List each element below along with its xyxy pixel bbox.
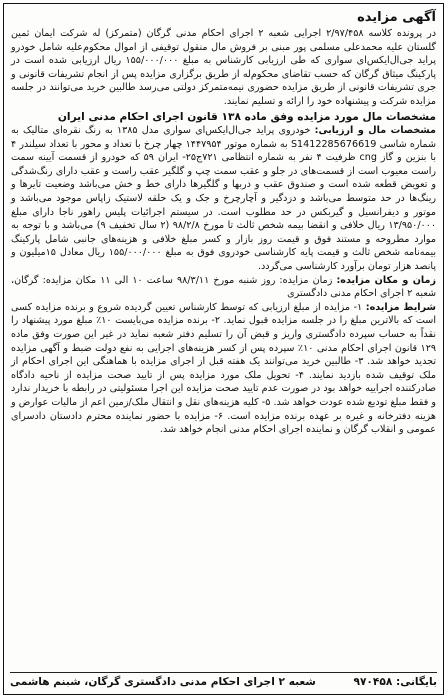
terms-paragraph <box>11 301 436 437</box>
terms-label: شرایط مزایده: <box>365 301 436 313</box>
notice-page <box>3 3 444 695</box>
time-body: زمان مزایده: روز شنبه مورخ ۹۸/۳/۱۱ ساعت ۱۰ الی ۱۱ مکان مزایده: گرگان، شعبه ۲ اجرای احکام مدنی دادگستری <box>11 274 436 300</box>
time-paragraph <box>11 274 436 301</box>
time-label: زمان و مکان مزایده: <box>336 274 436 286</box>
terms-body: ۱- مزایده از مبلغ ارزیابی که توسط کارشناس تعیین گردیده شروع و برنده مزایده کسی است که بالاترین مبلغ را در جلسه مزایده قبول نماید. ۲- برنده مزایده می‌بایست ۱۰٪ مبلغ مورد پیشنهاد را نقداً به حساب سپرده دادگستری واریز و قبض آن را تسلیم دفتر شعبه نماید در غیر این صورت وفق ماده ۱۲۹ قانون اجرای احکام مدنی ۱۰٪ سپرده پس از کسر هزینه‌های اجرایی به نفع دولت ضبط و آگهی مزایده تجدید خواهد شد. ۳- طالبین خرید می‌توانند یک هفته قبل از اجرای مزایده با هماهنگی این اجرای احکام از ملک توقیف شده بازدید نمایند. ۴- تحویل ملک مورد مزایده پس از تایید صحت مزایده از ناحیه دادگاه صادرکننده اجراییه خواهد بود در صورت عدم تایید صحت مزایده این اجرا مسئولیتی در رابطه با خریدار ندارد و فقط مبلغ تودیع شده عودت خواهد شد. ۵- کلیه هزینه‌های نقل و انتقال ملک/زمین اعم از مالیات عوارض و هزینه دفترخانه و غیره بر عهده برنده مزایده است. ۶- مزایده با حضور نماینده محترم دادستان دادسرای عمومی و انقلاب گرگان و نماینده اجرای احکام مدنی انجام خواهد شد. <box>11 301 437 436</box>
notice-title: آگهی مزایده <box>357 10 436 25</box>
specs-label: مشخصات مال و ارزیابی: <box>314 125 436 137</box>
notice-footer <box>10 669 437 690</box>
footer-divider <box>10 672 437 673</box>
specs-body: خودروی پراید جی‌ال‌ایکس‌ای سواری مدل ۱۳۸۵ به رنگ نقره‌ای متالیک به شماره شاسی S1412285676619 به شماره موتور ۱۴۴۷۹۵۴ چهار چرخ با تعداد و محور با تعداد سیلندر ۴ با بنزین و گاز cng ظرفیت ۴ نفر به شماره انتظامی ۷۲۱ج۲۵- ایران ۵۹ که خودرو از قسمت آیینه سمت راست معیوب است از قسمت‌های در جلو و عقب سمت چپ و گلگیر عقب راست و عقب دارای رنگ‌شدگی و تعویض قطعه شده است و صندوق عقب و دربها و گلگیرها دارای خط و خش می‌باشد وضعیت تایرها و رینگ‌ها در حد متوسط می‌باشد و دزدگیر و آچارچرخ و جک و یک حلقه لاستیک زاپاس موجود می‌باشد و موتور و دیفرانسیل و گیربکس در حد مطلوب است. در سیستم اجرائیات پلیس راهور ناجا دارای مبلغ ۱۳/۹۵۰/۰۰۰ ریال خلافی و انقضا بیمه شخص ثالث تا مورخ ۹۸/۲/۸ (۲ سال تخفیف ۹) می‌باشد و با توجه به موارد مطروحه و مستند فوق و قیمت روز بازار و کسر مبلغ خلافی و هزینه‌های جانبی شامل پارکینگ بیمه‌نامه شخص ثالث و قیمت پایه کارشناسی خودروی فوق به مبلغ ۱۵۵/۰۰۰/۰۰۰ ریال معادل ۱۵میلیون و پانصد هزار تومان برآورد کارشناسی می‌گردد. <box>11 125 437 272</box>
specs-heading: مشخصات مال مورد مزایده وفق ماده ۱۳۸ قانون اجرای احکام مدنی ایران <box>57 110 436 123</box>
archive-number: بایگانی: ۹۷۰۴۵۸ <box>353 676 437 688</box>
footer-row <box>10 675 437 690</box>
specs-paragraph <box>11 124 436 274</box>
intro-paragraph: در پرونده کلاسه ۲/۹۷/۴۵۸ اجرایی شعبه ۲ اجرای احکام مدنی گرگان (متمرکز) له شرکت ایمان ثمین گلستان علیه محمدعلی مسلمی پور مبنی بر فروش مال منقول توقیفی از اموال محکوم‌علیه شامل خودرو پراید جی‌ال‌ایکس‌ای سواری که طی ارزیابی کارشناس به مبلغ ۱۵۵/۰۰۰/۰۰۰ ریال ارزیابی شده است در پارکینگ میثاق گرگان که حسب تقاضای محکوم‌له از طریق برگزاری مزایده پس از انجام تشریفات قانونی و جری تشریفات قانونی از طریق مزایده حضوری نیمه‌متمرکز دولتی می‌رسد طالبین خرید می‌توانند در جلسه مزایده شرکت و پیشنهاده خود را ارائه و تسلیم نمایند. <box>11 28 436 107</box>
notice-body <box>4 4 443 441</box>
signature: شعبه ۲ اجرای احکام مدنی دادگستری گرگان، شبنم هاشمی <box>10 676 316 688</box>
